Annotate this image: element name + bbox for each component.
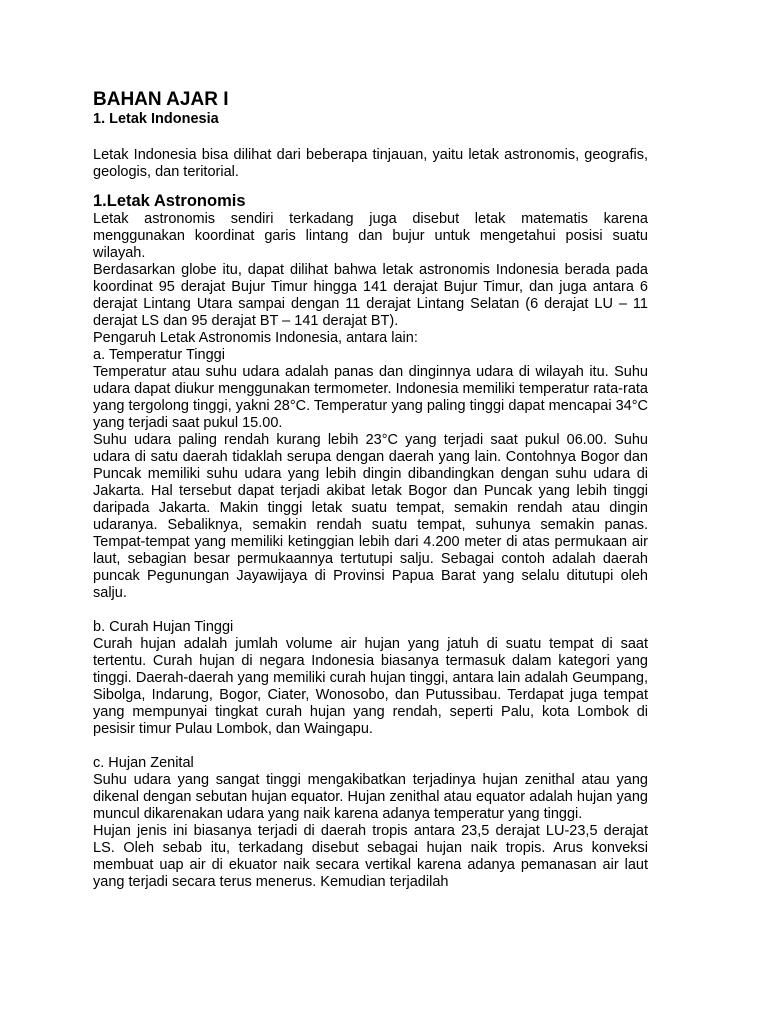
document-page [93, 89, 648, 891]
paragraph-gap [93, 738, 648, 755]
section-heading-astronomis: 1.Letak Astronomis [93, 192, 246, 210]
paragraph-gap [93, 602, 648, 619]
document-subtitle: 1. Letak Indonesia [93, 111, 219, 127]
paragraph-curah-hujan: Curah hujan adalah jumlah volume air hujan yang jatuh di suatu tempat di saat tertentu. Curah hujan di negara Indonesia biasanya termasuk dalam kategori yang tinggi. Daerah-daerah yang memiliki curah hujan tinggi, antara lain adalah Geumpang, Sibolga, Indarung, Bogor, Ciater, Wonosobo, dan Putussibau. Terdapat juga tempat yang mempunyai tingkat curah hujan yang rendah, seperti Palu, kota Lombok di pesisir timur Pulau Lombok, dan Waingapu. [93, 636, 648, 737]
subheading-curah-hujan-tinggi: b. Curah Hujan Tinggi [93, 619, 234, 635]
paragraph-hujan-zenital-1: Suhu udara yang sangat tinggi mengakibatkan terjadinya hujan zenithal atau yang dikenal dengan sebutan hujan equator. Hujan zenithal atau equator adalah hujan yang muncul dikarenakan udara yang naik karena adanya temperatur yang tinggi. [93, 772, 648, 822]
paragraph-astronomis-definition: Letak astronomis sendiri terkadang juga disebut letak matematis karena menggunakan koordinat garis lintang dan bujur untuk mengetahui posisi suatu wilayah. [93, 211, 648, 261]
paragraph-temperatur-2: Suhu udara paling rendah kurang lebih 23°C yang terjadi saat pukul 06.00. Suhu udara di satu daerah tidaklah serupa dengan daerah yang lain. Contohnya Bogor dan Puncak memiliki suhu udara yang lebih dingin dibandingkan dengan suhu udara di Jakarta. Hal tersebut dapat terjadi akibat letak Bogor dan Puncak yang lebih tinggi daripada Jakarta. Makin tinggi letak suatu tempat, semakin rendah atau dingin udaranya. Sebaliknya, semakin rendah suatu tempat, suhunya semakin panas. Tempat-tempat yang memiliki ketinggian lebih dari 4.200 meter di atas permukaan air laut, sebagian besar permukaannya tertutupi salju. Sebagai contoh adalah daerah puncak Pegunungan Jayawijaya di Provinsi Papua Barat yang selalu ditutupi oleh salju. [93, 432, 648, 601]
subheading-temperatur-tinggi: a. Temperatur Tinggi [93, 347, 225, 363]
paragraph-astronomis-coordinates: Berdasarkan globe itu, dapat dilihat bahwa letak astronomis Indonesia berada pada koordinat 95 derajat Bujur Timur hingga 141 derajat Bujur Timur, dan juga antara 6 derajat Lintang Utara sampai dengan 11 derajat Lintang Selatan (6 derajat LU – 11 derajat LS dan 95 derajat BT – 141 derajat BT). [93, 262, 648, 329]
subheading-hujan-zenital: c. Hujan Zenital [93, 755, 194, 771]
paragraph-temperatur-1: Temperatur atau suhu udara adalah panas dan dinginnya udara di wilayah itu. Suhu udara dapat diukur menggunakan termometer. Indonesia memiliki temperatur rata-rata yang tergolong tinggi, yakni 28°C. Temperatur yang paling tinggi dapat mencapai 34°C yang terjadi saat pukul 15.00. [93, 364, 648, 431]
intro-paragraph: Letak Indonesia bisa dilihat dari beberapa tinjauan, yaitu letak astronomis, geografis, geologis, dan teritorial. [93, 147, 648, 180]
paragraph-influence-intro: Pengaruh Letak Astronomis Indonesia, antara lain: [93, 330, 418, 346]
document-title: BAHAN AJAR I [93, 89, 229, 110]
paragraph-hujan-zenital-2: Hujan jenis ini biasanya terjadi di daerah tropis antara 23,5 derajat LU-23,5 derajat LS. Oleh sebab itu, terkadang disebut sebagai hujan naik tropis. Arus konveksi membuat uap air di ekuator naik secara vertikal karena adanya pemanasan air laut yang terjadi secara terus menerus. Kemudian terjadilah [93, 823, 648, 890]
